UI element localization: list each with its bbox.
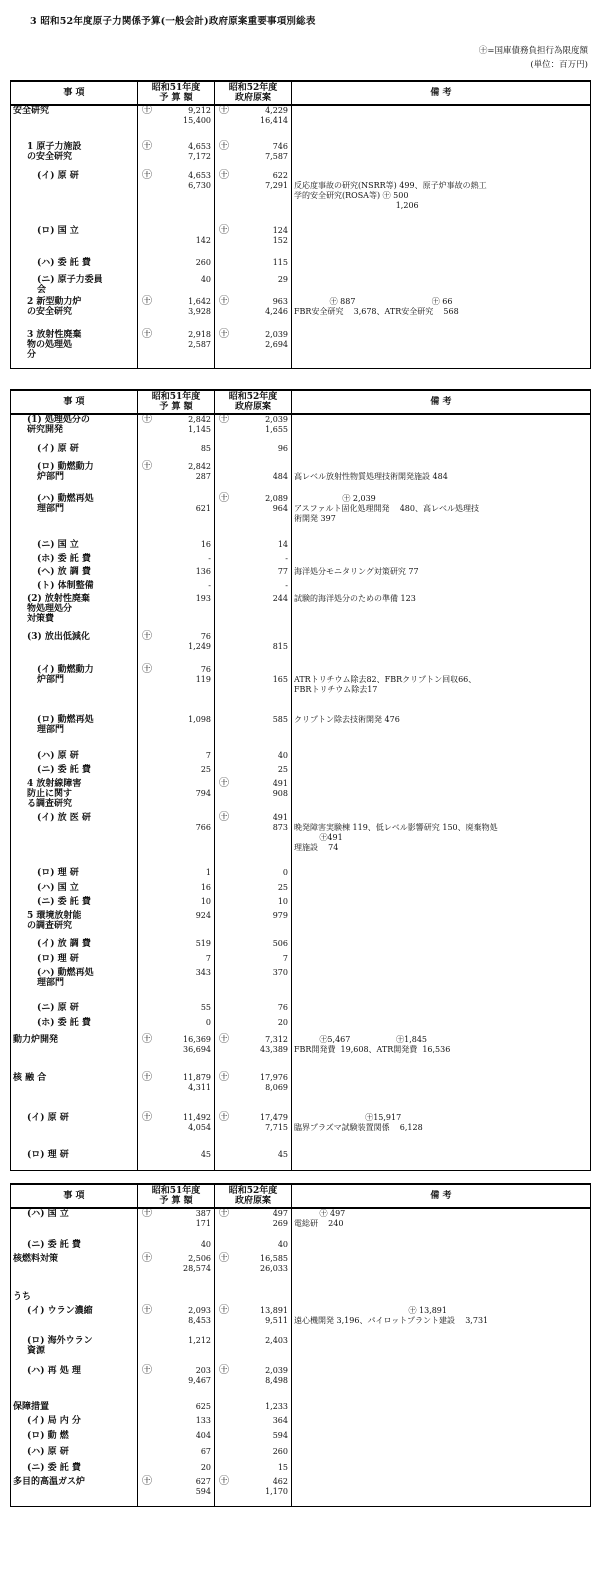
header-fy51: 昭和51年度 予 算 額 xyxy=(138,1184,215,1208)
fy52-amount: 76 xyxy=(277,1003,288,1012)
fy51-amount: 45 xyxy=(200,1150,211,1159)
table-row xyxy=(11,275,591,297)
fy51-amount: 40 xyxy=(200,1240,211,1249)
fy51-amount: 4,653 7,172 xyxy=(188,142,211,161)
row-label: (ロ) 動燃動力 炉部門 xyxy=(37,462,94,482)
fy51-amount: 16,369 36,694 xyxy=(183,1035,211,1054)
row-label: (ハ) 委 託 費 xyxy=(37,258,91,268)
remarks-text: ㊉ 497 電総研 240 xyxy=(294,1209,346,1228)
fy51-amount: 2,842 287 xyxy=(188,462,211,481)
table-row xyxy=(11,1035,591,1073)
fy51-amount: 1,098 xyxy=(188,715,211,724)
table-row xyxy=(11,581,591,594)
fy52-amount: 165 xyxy=(272,674,288,684)
remarks-text: ㊉ 2,039 アスファルト固化処理開発 480、高レベル処理技 術開発 397 xyxy=(294,494,479,523)
table-row xyxy=(11,444,591,462)
row-label: 保障措置 xyxy=(13,1402,50,1412)
fy51-amount: 7 xyxy=(205,954,211,963)
table-row xyxy=(11,939,591,954)
header-remarks: 備 考 xyxy=(292,1184,591,1208)
limit-marker-icon: ㊉ xyxy=(142,1112,152,1123)
row-label: (ロ) 動 燃 xyxy=(27,1431,69,1441)
fy51-amount: 2,093 8,453 xyxy=(188,1306,211,1325)
legend-note: ㊉=国庫債務負担行為限度額 xyxy=(478,46,588,56)
row-label: 5 環境放射能 の調査研究 xyxy=(27,911,82,931)
row-label: (イ) ウラン濃縮 xyxy=(27,1306,93,1316)
table-row xyxy=(11,1306,591,1336)
limit-marker-icon: ㊉ xyxy=(142,141,152,152)
fy52-amount: 0 xyxy=(282,868,288,877)
row-label: (イ) 原 研 xyxy=(37,171,79,181)
fy51-amount: 16 xyxy=(200,540,211,549)
table-row xyxy=(11,540,591,554)
fy51-amount: 1 xyxy=(205,868,211,877)
limit-marker-icon: ㊉ xyxy=(219,1208,229,1219)
limit-marker-icon: ㊉ xyxy=(219,1365,229,1376)
row-label: (ホ) 委 託 費 xyxy=(37,554,91,564)
budget-table-part3 xyxy=(10,1183,591,1507)
table-row xyxy=(11,171,591,226)
fy52-amount: 29 xyxy=(277,275,288,284)
row-label: 多目的高温ガス炉 xyxy=(13,1477,86,1487)
row-label: (1) 処理処分の 研究開発 xyxy=(27,415,90,435)
table-row xyxy=(11,1018,591,1035)
fy51-amount: 11,492 4,054 xyxy=(183,1113,211,1132)
row-label: (ニ) 国 立 xyxy=(37,540,79,550)
remarks-text: ㊉15,917 臨界プラズマ試験装置関係 6,128 xyxy=(294,1113,423,1132)
table-row xyxy=(11,1366,591,1402)
fy51-amount: 20 xyxy=(200,1463,211,1472)
fy51-amount: 142 xyxy=(195,235,211,245)
table-row xyxy=(11,226,591,258)
fy51-amount: 67 xyxy=(200,1447,211,1456)
row-label: (ニ) 委 託 費 xyxy=(37,897,91,907)
fy51-amount: 85 xyxy=(200,444,211,453)
limit-marker-icon: ㊉ xyxy=(219,296,229,307)
table-row xyxy=(11,954,591,968)
limit-marker-icon: ㊉ xyxy=(219,141,229,152)
header-fy51: 昭和51年度 予 算 額 xyxy=(138,81,215,105)
fy52-amount: 2,039 1,655 xyxy=(265,415,288,434)
fy51-amount: 627 594 xyxy=(195,1477,211,1496)
fy51-amount: - xyxy=(208,581,211,590)
limit-marker-icon: ㊉ xyxy=(142,1365,152,1376)
table-row xyxy=(11,868,591,883)
table-row xyxy=(11,1402,591,1416)
limit-marker-icon: ㊉ xyxy=(142,170,152,181)
fy52-amount: - xyxy=(285,554,288,563)
limit-marker-icon: ㊉ xyxy=(219,1476,229,1487)
fy52-amount: 491 908 xyxy=(272,779,288,798)
fy52-amount: 40 xyxy=(277,1240,288,1249)
table-row xyxy=(11,632,591,665)
limit-marker-icon: ㊉ xyxy=(219,105,229,116)
table-row xyxy=(11,1431,591,1447)
table-row xyxy=(11,105,591,142)
fy51-amount: 0 xyxy=(205,1018,211,1027)
header-fy52: 昭和52年度 政府原案 xyxy=(215,1184,292,1208)
fy51-amount: 76 119 xyxy=(195,665,211,684)
table-row xyxy=(11,567,591,581)
row-label: (ロ) 理 研 xyxy=(37,868,79,878)
limit-marker-icon: ㊉ xyxy=(219,329,229,340)
row-label: (ハ) 国 立 xyxy=(37,883,79,893)
row-label: (ロ) 海外ウラン 資源 xyxy=(27,1336,93,1356)
fy52-amount: 506 xyxy=(272,939,288,948)
fy52-amount: 40 xyxy=(277,751,288,760)
remarks-text: 海洋処分モニタリング対策研究 77 xyxy=(294,567,419,576)
row-label: (3) 放出低減化 xyxy=(27,632,90,642)
fy52-amount: 2,039 2,694 xyxy=(265,330,288,349)
limit-marker-icon: ㊉ xyxy=(142,105,152,116)
table-row xyxy=(11,1292,591,1306)
fy52-amount: 594 xyxy=(272,1431,288,1440)
fy51-amount: 343 xyxy=(195,968,211,977)
fy52-amount: 462 1,170 xyxy=(265,1477,288,1496)
budget-table-part1 xyxy=(10,80,591,369)
fy52-amount: 2,039 8,498 xyxy=(265,1366,288,1385)
header-fy51: 昭和51年度 予 算 額 xyxy=(138,390,215,414)
table-row xyxy=(11,1240,591,1254)
limit-marker-icon: ㊉ xyxy=(219,1305,229,1316)
header-item: 事 項 xyxy=(11,1184,138,1208)
fy52-amount: 25 xyxy=(277,765,288,774)
limit-marker-icon: ㊉ xyxy=(219,1253,229,1264)
row-label: (イ) 原 研 xyxy=(27,1113,69,1123)
row-label: (ニ) 委 託 費 xyxy=(27,1463,81,1473)
fy52-amount: - xyxy=(285,581,288,590)
table-row xyxy=(11,968,591,1003)
fy52-amount: 364 xyxy=(272,1416,288,1425)
fy51-amount: - xyxy=(208,554,211,563)
limit-marker-icon: ㊉ xyxy=(219,1034,229,1045)
row-label: (イ) 原 研 xyxy=(37,444,79,454)
fy51-amount: 2,918 2,587 xyxy=(188,330,211,349)
row-label: (ロ) 動燃再処 理部門 xyxy=(37,715,94,735)
table-row xyxy=(11,1477,591,1506)
fy52-amount: 484 xyxy=(272,471,288,481)
fy52-amount: 979 xyxy=(272,911,288,920)
fy51-amount: 794 xyxy=(195,788,211,798)
fy51-amount: 7 xyxy=(205,751,211,760)
row-label: (イ) 局 内 分 xyxy=(27,1416,81,1426)
fy51-amount: 766 xyxy=(195,822,211,832)
page-title: 3 昭和52年度原子力関係予算(一般会計)政府原案重要事項別総表 xyxy=(30,16,316,27)
header-remarks: 備 考 xyxy=(292,81,591,105)
table-row xyxy=(11,142,591,171)
fy51-amount: 404 xyxy=(195,1431,211,1440)
table-row xyxy=(11,1463,591,1477)
limit-marker-icon: ㊉ xyxy=(142,1072,152,1083)
fy51-amount: 4,653 6,730 xyxy=(188,171,211,190)
fy51-amount: 1,212 xyxy=(188,1336,211,1345)
table-row xyxy=(11,1336,591,1366)
fy52-amount: 260 xyxy=(272,1447,288,1456)
fy52-amount: 491 873 xyxy=(272,813,288,832)
fy52-amount: 7,312 43,389 xyxy=(260,1035,288,1054)
limit-marker-icon: ㊉ xyxy=(219,225,229,236)
row-label: (ニ) 委 託 費 xyxy=(27,1240,81,1250)
row-label: (ニ) 委 託 費 xyxy=(37,765,91,775)
fy51-amount: 136 xyxy=(195,567,211,576)
table-row xyxy=(11,1208,591,1240)
row-label: 核 融 合 xyxy=(13,1073,47,1083)
table-row xyxy=(11,594,591,632)
fy51-amount: 10 xyxy=(200,897,211,906)
fy51-amount: 2,506 28,574 xyxy=(183,1254,211,1273)
limit-marker-icon: ㊉ xyxy=(219,170,229,181)
row-label: (イ) 動燃動力 炉部門 xyxy=(37,665,94,685)
remarks-text: ㊉ 13,891 遠心機開発 3,196、パイロットプラント建設 3,731 xyxy=(294,1306,489,1325)
table-row xyxy=(11,1254,591,1292)
limit-marker-icon: ㊉ xyxy=(142,329,152,340)
row-label: 1 原子力施設 の安全研究 xyxy=(27,142,82,162)
fy52-amount: 497 269 xyxy=(272,1209,288,1228)
table-row xyxy=(11,897,591,911)
remarks-text: クリプトン除去技術開発 476 xyxy=(294,715,400,724)
fy51-amount: 193 xyxy=(195,594,211,603)
table-row xyxy=(11,813,591,868)
row-label: (2) 放射性廃棄 物処理処分 対策費 xyxy=(27,594,90,624)
fy51-amount: 55 xyxy=(200,1003,211,1012)
fy52-amount: 13,891 9,511 xyxy=(260,1306,288,1325)
fy52-amount: 16,585 26,033 xyxy=(260,1254,288,1273)
row-label: (ニ) 原子力委員 会 xyxy=(37,275,103,295)
remarks-text: ATRトリチウム除去82、FBRクリプトン回収66、 FBRトリチウム除去17 xyxy=(294,675,477,694)
row-label: (ハ) 原 研 xyxy=(37,751,79,761)
row-label: (ハ) 動燃再処 理部門 xyxy=(37,494,94,514)
header-fy52: 昭和52年度 政府原案 xyxy=(215,81,292,105)
fy52-amount: 244 xyxy=(272,594,288,603)
row-label: 核燃料対策 xyxy=(13,1254,59,1264)
table-row xyxy=(11,414,591,444)
fy52-amount: 77 xyxy=(277,567,288,576)
fy51-amount: 40 xyxy=(200,275,211,284)
table-row xyxy=(11,1150,591,1170)
header-fy52: 昭和52年度 政府原案 xyxy=(215,390,292,414)
limit-marker-icon: ㊉ xyxy=(142,1208,152,1219)
table-row xyxy=(11,911,591,939)
fy52-amount: 10 xyxy=(277,897,288,906)
table-row xyxy=(11,751,591,765)
remarks-text: 晩発障害実験棟 119、低レベル影響研究 150、廃棄物処 ㊉491 理施設 74 xyxy=(294,823,498,852)
remarks-text: ㊉ 887 ㊉ 66 FBR安全研究 3,678、ATR安全研究 568 xyxy=(294,297,459,316)
row-label: 4 放射線障害 防止に関す る調査研究 xyxy=(27,779,82,809)
row-label: (ハ) 動燃再処 理部門 xyxy=(37,968,94,988)
limit-marker-icon: ㊉ xyxy=(142,631,152,642)
table-row xyxy=(11,330,591,368)
table-row xyxy=(11,494,591,540)
fy52-amount: 17,976 8,069 xyxy=(260,1073,288,1092)
fy51-amount: 2,842 1,145 xyxy=(188,415,211,434)
row-label: (ハ) 国 立 xyxy=(27,1209,69,1219)
table-row xyxy=(11,258,591,275)
fy51-amount: 625 xyxy=(195,1402,211,1411)
fy52-amount: 370 xyxy=(272,968,288,977)
limit-marker-icon: ㊉ xyxy=(219,778,229,789)
limit-marker-icon: ㊉ xyxy=(142,1253,152,1264)
budget-table-part2 xyxy=(10,389,591,1171)
fy51-amount: 76 1,249 xyxy=(188,632,211,651)
fy52-amount: 622 7,291 xyxy=(265,171,288,190)
limit-marker-icon: ㊉ xyxy=(142,664,152,675)
fy51-amount: 387 171 xyxy=(195,1209,211,1228)
limit-marker-icon: ㊉ xyxy=(142,296,152,307)
row-label: (ホ) 委 託 費 xyxy=(37,1018,91,1028)
fy52-amount: 20 xyxy=(277,1018,288,1027)
fy52-amount: 4,229 16,414 xyxy=(260,106,288,125)
row-label: うち xyxy=(13,1292,32,1302)
row-label: 安全研究 xyxy=(13,106,50,116)
limit-marker-icon: ㊉ xyxy=(219,812,229,823)
table-row xyxy=(11,665,591,715)
limit-marker-icon: ㊉ xyxy=(142,461,152,472)
table-row xyxy=(11,1447,591,1463)
row-label: (ト) 体制整備 xyxy=(37,581,94,591)
table-row xyxy=(11,1073,591,1113)
fy51-amount: 9,212 15,400 xyxy=(183,106,211,125)
header-remarks: 備 考 xyxy=(292,390,591,414)
fy52-amount: 7 xyxy=(282,954,288,963)
table-row xyxy=(11,779,591,813)
fy52-amount: 2,089 964 xyxy=(265,494,288,513)
table-row xyxy=(11,554,591,567)
table-row xyxy=(11,883,591,897)
fy52-amount: 96 xyxy=(277,444,288,453)
limit-marker-icon: ㊉ xyxy=(219,1072,229,1083)
row-label: (ロ) 国 立 xyxy=(37,226,79,236)
remarks-text: 高レベル放射性物質処理技術開発施設 484 xyxy=(294,472,448,481)
fy51-amount: 621 xyxy=(195,503,211,513)
fy51-amount: 1,642 3,928 xyxy=(188,297,211,316)
fy52-amount: 815 xyxy=(272,641,288,651)
fy51-amount: 16 xyxy=(200,883,211,892)
row-label: (イ) 放 調 費 xyxy=(37,939,91,949)
limit-marker-icon: ㊉ xyxy=(142,1476,152,1487)
fy52-amount: 17,479 7,715 xyxy=(260,1113,288,1132)
fy52-amount: 2,403 xyxy=(265,1336,288,1345)
fy52-amount: 14 xyxy=(277,540,288,549)
fy51-amount: 260 xyxy=(195,258,211,267)
fy52-amount: 963 4,246 xyxy=(265,297,288,316)
fy52-amount: 25 xyxy=(277,883,288,892)
row-label: (ハ) 再 処 理 xyxy=(27,1366,81,1376)
unit-note: (単位：百万円) xyxy=(530,60,588,70)
header-item: 事 項 xyxy=(11,390,138,414)
limit-marker-icon: ㊉ xyxy=(219,493,229,504)
fy51-amount: 519 xyxy=(195,939,211,948)
limit-marker-icon: ㊉ xyxy=(142,1305,152,1316)
fy51-amount: 25 xyxy=(200,765,211,774)
row-label: 動力炉開発 xyxy=(13,1035,59,1045)
fy52-amount: 15 xyxy=(277,1463,288,1472)
fy52-amount: 45 xyxy=(277,1150,288,1159)
row-label: (ロ) 理 研 xyxy=(37,954,79,964)
remarks-text: 反応度事故の研究(NSRR等) 499、原子炉事故の熱工 学的安全研究(ROSA等) ㊉ 500 1,206 xyxy=(294,181,487,210)
header-item: 事 項 xyxy=(11,81,138,105)
table-row xyxy=(11,462,591,494)
row-label: (イ) 放 医 研 xyxy=(37,813,91,823)
fy51-amount: 11,879 4,311 xyxy=(183,1073,211,1092)
table-row xyxy=(11,1113,591,1150)
limit-marker-icon: ㊉ xyxy=(219,1112,229,1123)
row-label: (ハ) 原 研 xyxy=(27,1447,69,1457)
row-label: 2 新型動力炉 の安全研究 xyxy=(27,297,82,317)
row-label: (ヘ) 放 調 費 xyxy=(37,567,91,577)
remarks-text: 試験的海洋処分のための準備 123 xyxy=(294,594,416,603)
table-row xyxy=(11,765,591,779)
fy51-amount: 133 xyxy=(195,1416,211,1425)
fy52-amount: 1,233 xyxy=(265,1402,288,1411)
fy52-amount: 746 7,587 xyxy=(265,142,288,161)
row-label: (ロ) 理 研 xyxy=(27,1150,69,1160)
fy52-amount: 585 xyxy=(272,715,288,724)
fy51-amount: 203 9,467 xyxy=(188,1366,211,1385)
table-row xyxy=(11,297,591,330)
fy52-amount: 115 xyxy=(272,258,288,267)
row-label: 3 放射性廃棄 物の処理処 分 xyxy=(27,330,82,360)
limit-marker-icon: ㊉ xyxy=(142,1034,152,1045)
table-row xyxy=(11,1003,591,1018)
fy52-amount: 124 152 xyxy=(272,226,288,245)
remarks-text: ㊉5,467 ㊉1,845 FBR開発費 19,608、ATR開発費 16,536 xyxy=(294,1035,451,1054)
table-row xyxy=(11,1416,591,1431)
limit-marker-icon: ㊉ xyxy=(219,414,229,425)
fy51-amount: 924 xyxy=(195,911,211,920)
row-label: (ニ) 原 研 xyxy=(37,1003,79,1013)
table-row xyxy=(11,715,591,751)
limit-marker-icon: ㊉ xyxy=(142,414,152,425)
